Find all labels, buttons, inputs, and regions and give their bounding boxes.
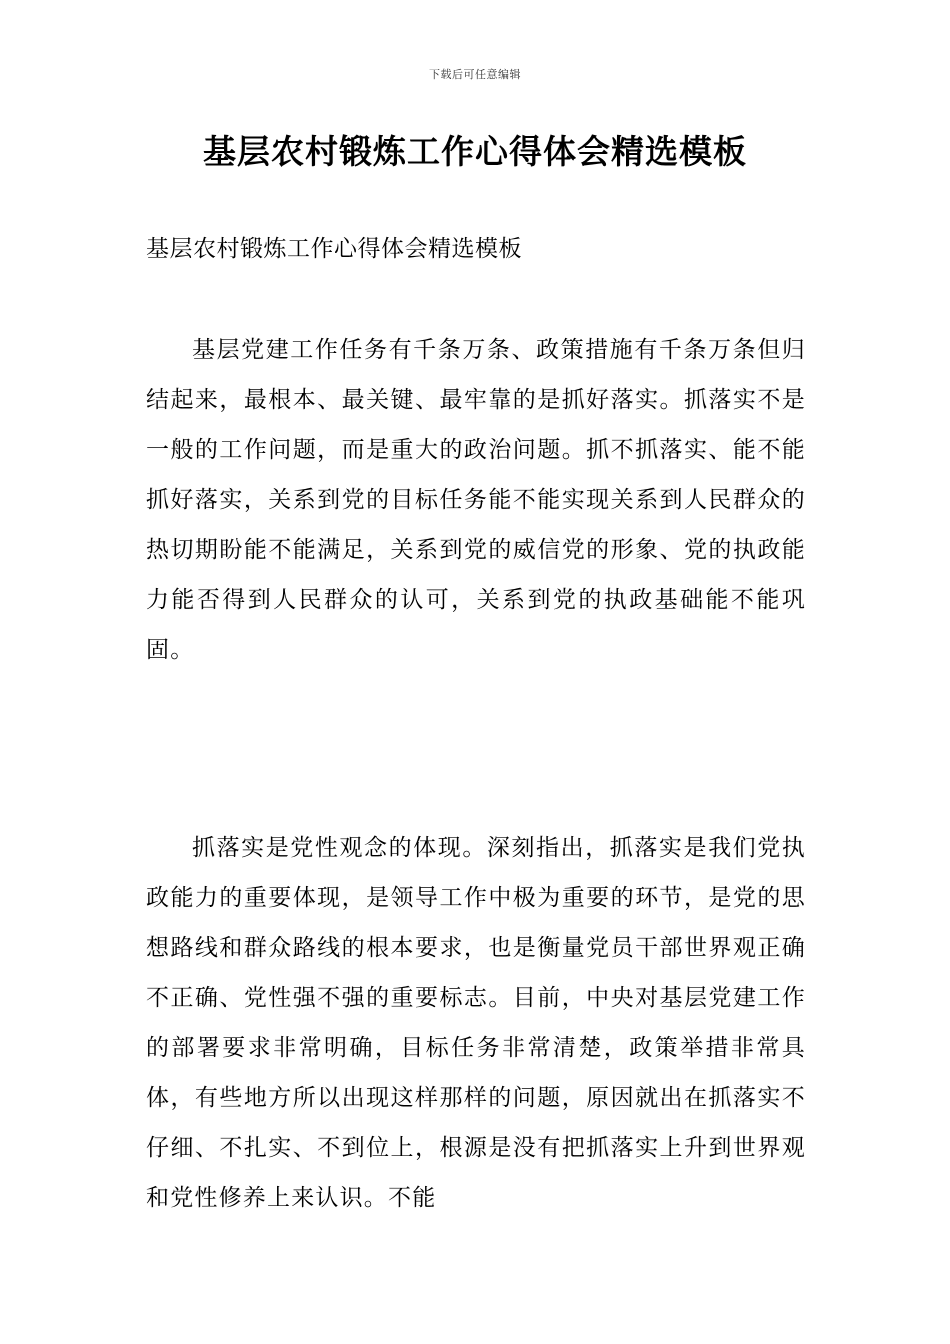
header-note: 下载后可任意编辑 — [429, 68, 521, 81]
document-title: 基层农村锻炼工作心得体会精选模板 — [203, 132, 747, 171]
document-subtitle: 基层农村锻炼工作心得体会精选模板 — [146, 236, 522, 262]
body-paragraph-2: 抓落实是党性观念的体现。深刻指出，抓落实是我们党执政能力的重要体现，是领导工作中极为重要的环节，是党的思想路线和群众路线的根本要求，也是衡量党员干部世界观正确不正确、党性强不强的重要标志。目前，中央对基层党建工作的部署要求非常明确，目标任务非常清楚，政策举措非常具体，有些地方所以出现这样那样的问题，原因就出在抓落实不仔细、不扎实、不到位上，根源是没有把抓落实上升到世界观和党性修养上来认识。不能 — [146, 835, 806, 1211]
body-paragraph-1: 基层党建工作任务有千条万条、政策措施有千条万条但归结起来，最根本、最关键、最牢靠的是抓好落实。抓落实不是一般的工作问题，而是重大的政治问题。抓不抓落实、能不能抓好落实，关系到党的目标任务能不能实现关系到人民群众的热切期盼能不能满足，关系到党的威信党的形象、党的执政能力能否得到人民群众的认可，关系到党的执政基础能不能巩固。 — [146, 337, 806, 663]
